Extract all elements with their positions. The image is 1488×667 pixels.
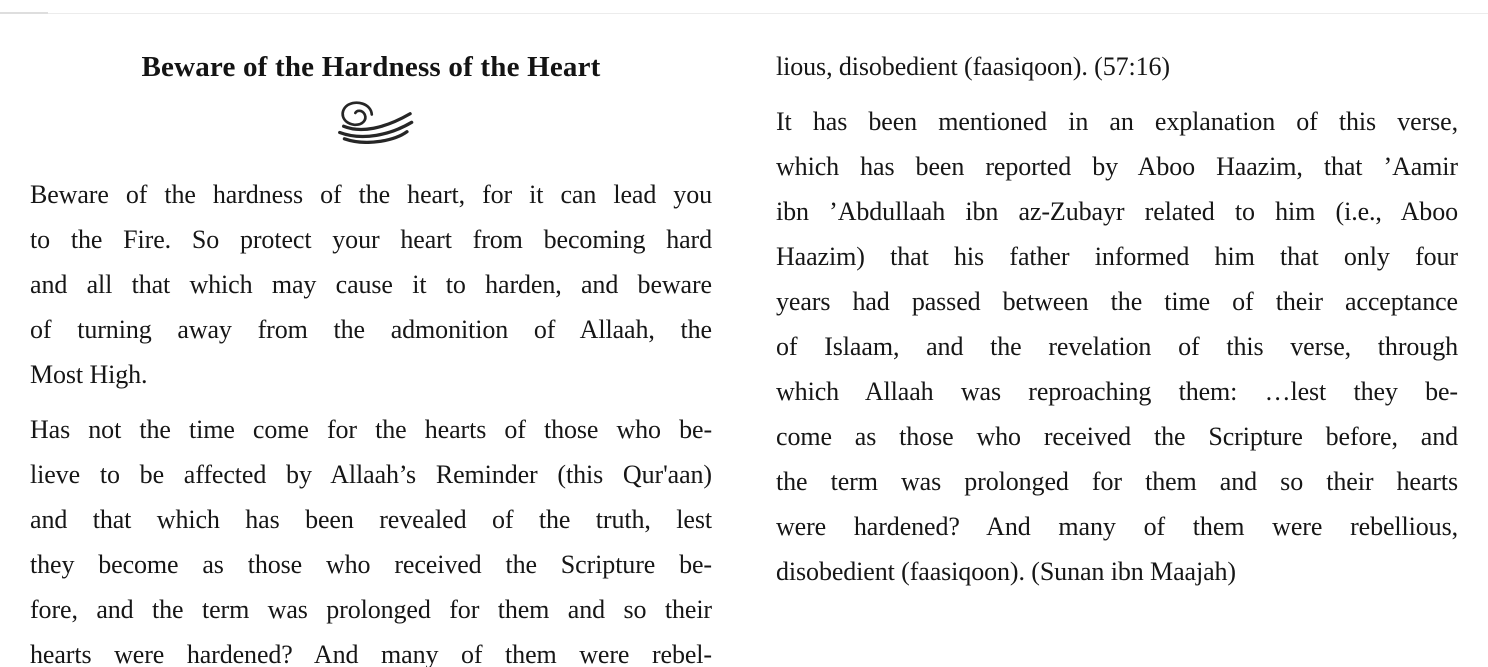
text-line: It has been mentioned in an explanation of this verse, [776, 107, 1458, 136]
text-line: which Allaah was reproaching them: …lest they be- [776, 377, 1458, 406]
text-line: lieve to be affected by Allaah’s Reminder (this Qur'aan) [30, 460, 712, 489]
text-line: disobedient (faasiqoon). (Sunan ibn Maajah) [776, 557, 1236, 586]
paragraph [30, 407, 712, 667]
chapter-title: Beware of the Hardness of the Heart [141, 51, 601, 83]
text-line: Has not the time come for the hearts of those who be- [30, 415, 712, 444]
page-column-right [776, 0, 1458, 667]
text-line: years had passed between the time of their acceptance [776, 287, 1458, 316]
paragraph [30, 172, 712, 397]
paragraph [776, 99, 1458, 594]
paragraph [776, 44, 1458, 89]
text-line: Haazim) that his father informed him that only four [776, 242, 1458, 271]
text-line: and all that which may cause it to harden, and beware [30, 270, 712, 299]
text-line: of turning away from the admonition of Allaah, the [30, 315, 712, 344]
text-line: of Islaam, and the revelation of this verse, through [776, 332, 1458, 361]
text-line: to the Fire. So protect your heart from becoming hard [30, 225, 712, 254]
text-line: and that which has been revealed of the truth, lest [30, 505, 712, 534]
text-line: were hardened? And many of them were rebellious, [776, 512, 1458, 541]
text-line: come as those who received the Scripture before, and [776, 422, 1458, 451]
text-line: Most High. [30, 360, 148, 389]
text-line: ibn ’Abdullaah ibn az-Zubayr related to him (i.e., Aboo [776, 197, 1458, 226]
body-text-right [776, 44, 1458, 594]
body-text-left [30, 172, 712, 667]
text-line: they become as those who received the Scripture be- [30, 550, 712, 579]
page-column-left [30, 0, 712, 667]
text-line: fore, and the term was prolonged for them and so their [30, 595, 712, 624]
text-line: Beware of the hardness of the heart, for it can lead you [30, 180, 712, 209]
text-line: hearts were hardened? And many of them were rebel- [30, 640, 712, 667]
text-line: the term was prolonged for them and so their hearts [776, 467, 1458, 496]
text-line: which has been reported by Aboo Haazim, that ’Aamir [776, 152, 1458, 181]
text-line: lious, disobedient (faasiqoon). (57:16) [776, 52, 1170, 81]
calligraphic-flourish-icon [328, 96, 414, 144]
